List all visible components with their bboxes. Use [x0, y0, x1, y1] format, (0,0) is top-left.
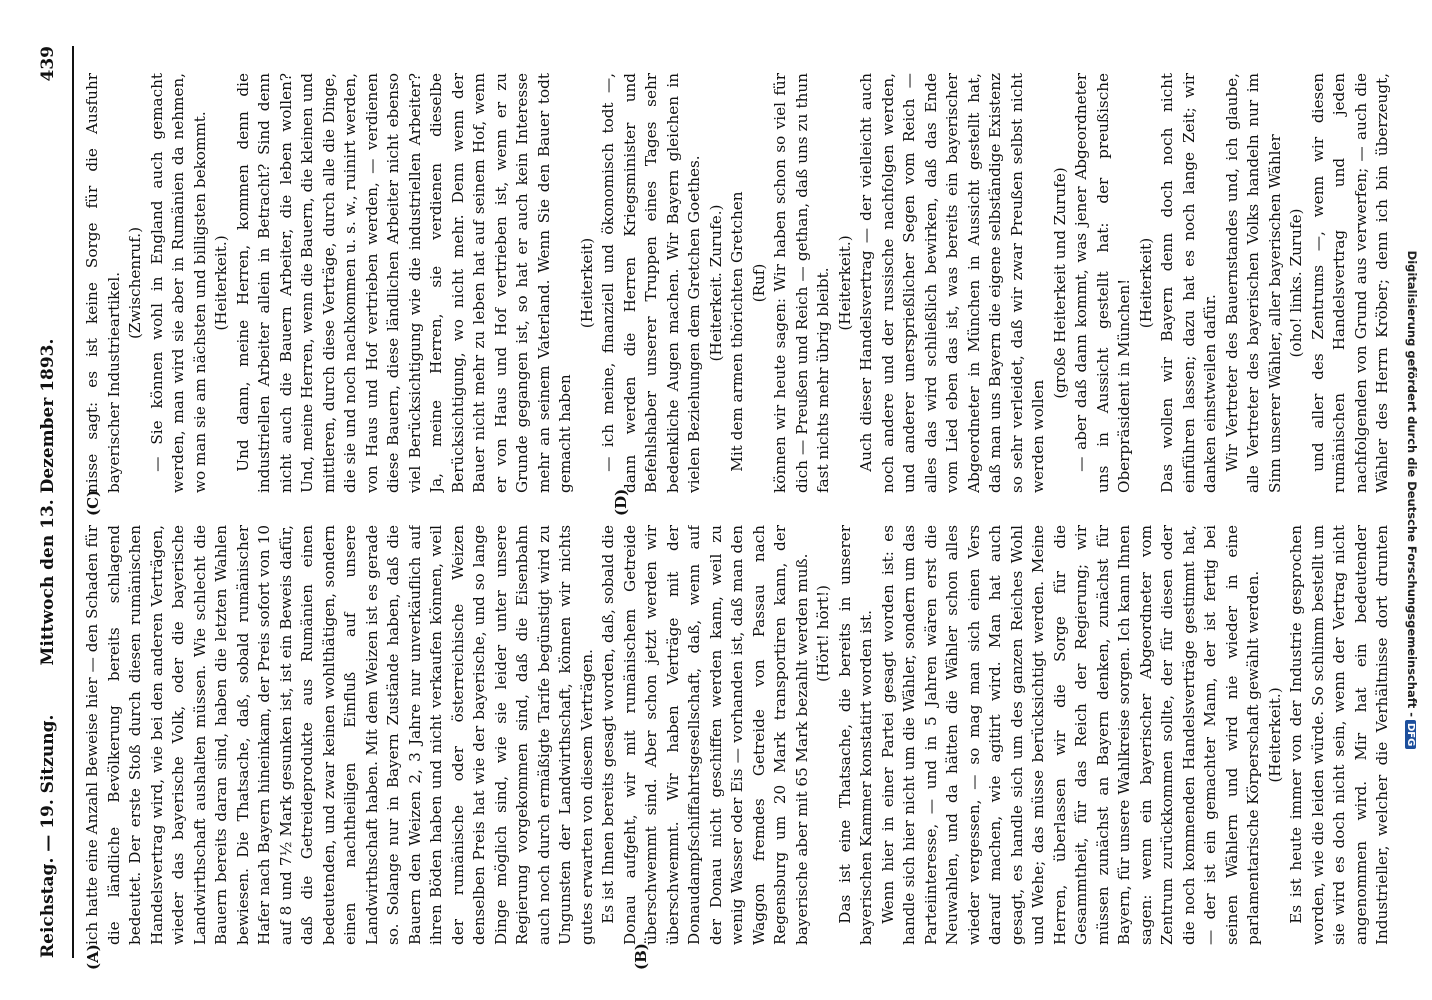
paragraph: können wir heute sagen: Wir haben schon so viel für dich — Preußen und Reich — gethan, daß uns zu thun fast nichts mehr übrig bleibt. [771, 73, 832, 493]
interjection: (Heiterkeit.) [1265, 687, 1284, 783]
header-rule [72, 46, 74, 958]
interjection: (Zwischenruf.) [126, 226, 144, 340]
interjection: (große Heiterkeit und Zurufe) [1050, 167, 1069, 399]
margin-marker-c: (C) [84, 489, 102, 516]
header-date: Mittwoch den 13. Dezember 1893. [38, 338, 58, 666]
paragraph: Und dann, meine Herren, kommen denn die industriellen Arbeiter allein in Betracht? Sind denn nicht auch die Bauern Arbeiter, die leben wollen? Und, meine Herren, wenn die Bauern, die kleinen und mittleren, durch diese Verträge, durch alle die Dinge, die sie und noch nachkommen u. s. w., ruinirt werden, von Haus und Hof vertrieben werden, — verdienen diese Bauern, diese ländlichen Arbeiter nicht ebenso viel Berücksichtigung wie die industriellen Arbeiter? Ja, meine Herren, sie verdienen dieselbe Berücksichtigung, wo nicht mehr. Denn wenn der Bauer nicht mehr zu leben hat auf seinem Hof, wenn er von Haus und Hof vertrieben ist, wenn er zu Grunde gegangen ist, so hat er auch kein Interesse mehr an seinem Vaterland. Wenn Sie den Bauer todt gemacht haben [233, 73, 574, 493]
interjection: (Heiterkeit) [1136, 237, 1155, 329]
paragraph: Wir Vertreter des Bauernstandes und, ich glaube, alle Vertreter des bayerischen Volks handeln nur im Sinn unserer Wähler, aller bayerischen Wähler [1222, 73, 1284, 493]
digitization-credit [1401, 50, 1419, 950]
paragraph: — Sie können wohl in England auch gemacht werden, man wird sie aber in Rumänien da nehmen, wo man sie am nächsten und billigsten bekommt. [147, 73, 209, 493]
paragraph: — ich meine, finanziell und ökonomisch todt —, dann werden die Herren Kriegsminister und Befehlshaber unserer Truppen eines Tages sehr bedenkliche Augen machen. Wir Bayern gleichen in vielen Beziehungen dem Gretchen Goethes. [599, 73, 703, 493]
interjection: (Heiterkeit.) [212, 235, 230, 331]
interjection: (Heiterkeit.) [835, 235, 854, 331]
paragraph: Wenn hier in einer Partei gesagt worden ist: es handle sich hier nicht um die Wähler, sondern um das Parteiinteresse, — und in 5 Jahren wären erst die Neuwahlen, und da hätten die Wähler schon alles wieder vergessen, — so mag man sich einen Vers darauf machen, wie agitirt wird. Man hat auch gesagt, es handle sich um des ganzen Reiches Wohl und Wehe; das müsse berücksichtigt werden. Meine Herren, überlassen wir die Sorge für die Gesammtheit, für das Reich der Regierung; wir müssen zunächst an Bayern denken, zunächst für Bayern, für unsere Wahlkreise sorgen. Ich kann Ihnen sagen: wenn ein bayerischer Abgeordneter vom Zentrum zurückkommen sollte, der für diesen oder die noch kommenden Handelsverträge gestimmt hat, — der ist ein gemachter Mann, der ist fertig bei seinen Wählern und wird nie wieder in eine parlamentarische Körperschaft gewählt werden. [878, 525, 1262, 945]
interjection: (Heiterkeit. Zurufe.) [706, 204, 725, 362]
left-column [82, 525, 1392, 945]
page-number: 439 [38, 46, 58, 82]
credit-text: Digitalisierung gefördert durch die Deutsche Forschungsgemeinschaft - [1405, 250, 1419, 717]
paragraph: nisse sagt: es ist keine Sorge für die Ausfuhr bayerischer Industrieartikel. [83, 73, 123, 493]
margin-marker-a: (A) [84, 944, 102, 970]
paragraph: Es ist heute immer von der Industrie gesprochen worden, wie die leiden würde. So schlimm bestellt um sie wird es doch nicht sein, wenn der Vertrag nicht angenommen wird. Mir hat ein bedeutender Industrieller, welcher die Verhältnisse dort drunten [1287, 525, 1391, 945]
margin-marker-b: (B) [632, 943, 650, 970]
paragraph: — aber daß dann kommt, was jener Abgeordneter uns in Aussicht gestellt hat: der preußische Oberpräsident in München! [1072, 73, 1133, 493]
interjection: (oho! links. Zurufe) [1287, 208, 1305, 358]
right-column [82, 73, 1392, 493]
paragraph: Mit dem armen thörichten Gretchen [728, 191, 746, 472]
paragraph: Auch dieser Handelsvertrag — der vielleicht auch noch andere und der russische nachfolgen werden, und anderer unersprießlicher Segen vom Reich — alles das wird schließlich bewirken, daß das Ende vom Lied eben das ist, was bereits ein bayerischer Abgeordneter in München in Aussicht gestellt hat, daß man uns Bayern die eigene selbständige Existenz so sehr verleidet, daß wir zwar Preußen selbst nicht werden wollen [857, 73, 1047, 493]
dfg-logo: DFG [1405, 720, 1416, 749]
paragraph: Es ist Ihnen bereits gesagt worden, daß, sobald die Donau aufgeht, wir mit rumänischem Getreide überschwemmt sind. Aber schon jetzt werden wir überschwemmt. Wir haben Verträge mit der Donaudampfschiffahrtsgesellschaft, daß, wenn auf der Donau nicht geschiffen werden kann, weil zu wenig Wasser oder Eis — vorhanden ist, daß man den Waggon fremdes Getreide von Passau nach Regensburg um 20 Mark transportiren kann, der bayerische aber mit 65 Mark bezahlt werden muß. [599, 525, 811, 945]
interjection: (Hört! hört!) [814, 585, 832, 682]
paragraph: und aller des Zentrums —, wenn wir diesen rumänischen Handelsvertrag und jeden nachfolgenden von Grund aus verwerfen; — auch die Wähler des Herrn Kröber; denn ich bin überzeugt, [1308, 73, 1391, 493]
interjection: (Heiterkeit) [577, 237, 596, 329]
margin-marker-d: (D) [612, 488, 630, 516]
paragraph: Das ist eine Thatsache, die bereits in unserer bayerischen Kammer konstatirt worden ist. [835, 525, 875, 945]
paragraph: Das wollen wir Bayern denn doch noch nicht einführen lassen; dazu hat es noch lange Zeit; wir danken einstweilen dafür. [1158, 73, 1219, 493]
interjection: (Ruf) [749, 263, 768, 303]
page-header [38, 46, 66, 958]
paragraph: ich hatte eine Anzahl Beweise hier — den Schaden für die ländliche Bevölkerung bereits schlagend bedeutet. Der erste Stoß durch diesen rumänischen Handelsvertrag wird, wie bei den anderen Verträgen, wieder das bayerische Volk, oder die bayerische Landwirthschaft aushalten müssen. Wie schlecht die Bauern bereits daran sind, haben die letzten Wahlen bewiesen. Die Thatsache, daß, sobald rumänischer Hafer nach Bayern hineinkam, der Preis sofort von 10 auf 8 und 7½ Mark gesunken ist, ist ein Beweis dafür, daß die Getreideprodukte aus Rumänien einen bedeutenden, und zwar keinen wohlthätigen, sondern einen nachtheiligen Einfluß auf unsere Landwirthschaft haben. Mit dem Weizen ist es gerade so. Solange nur in Bayern Zustände haben, daß die Bauern den Weizen 2, 3 Jahre nur unverkäuflich auf ihren Böden haben und nicht verkaufen können, weil der rumänische oder österreichische Weizen denselben Preis hat wie der bayerische, und so lange Dinge möglich sind, wie sie leider unter unsere Regierung vorgekommen sind, daß die Eisenbahn auch noch durch ermäßigte Tarife begünstigt wird zu Ungunsten der Landwirthschaft, können wir nichts gutes erwarten von diesem Verträgen. [83, 525, 596, 945]
header-session: Reichstag. — 19. Sitzung. [38, 714, 58, 958]
